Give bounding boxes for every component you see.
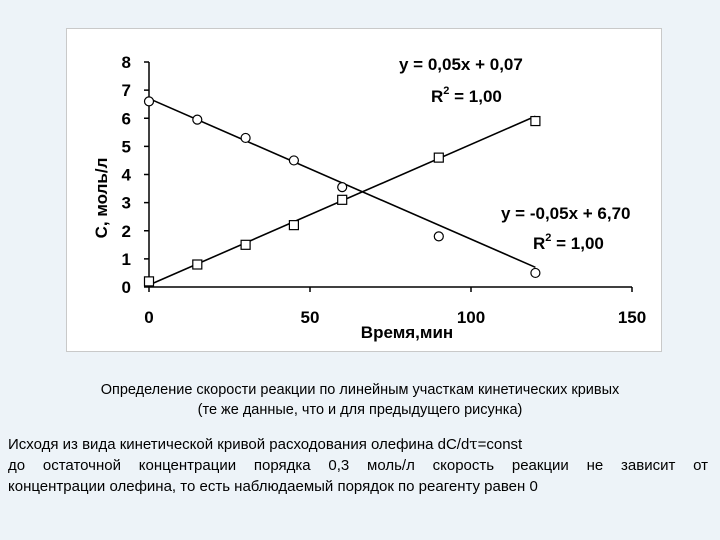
r2-falling-value: = 1,00 — [551, 234, 604, 253]
y-tick-label: 3 — [121, 193, 131, 213]
circle-point — [241, 133, 250, 142]
y-tick-label: 2 — [121, 221, 131, 241]
r2-falling-sup: 2 — [545, 232, 552, 244]
circle-point — [289, 156, 298, 165]
square-point — [193, 260, 202, 269]
square-point — [434, 153, 443, 162]
circle-point — [145, 97, 154, 106]
figure-caption — [0, 380, 720, 420]
y-tick-label: 8 — [121, 53, 131, 72]
body-paragraph — [8, 434, 708, 497]
y-tick-label: 5 — [121, 137, 131, 157]
x-tick-label: 50 — [300, 308, 320, 327]
tau-symbol: τ — [469, 435, 478, 453]
y-axis-title: С, моль/л — [92, 157, 111, 239]
x-tick-label: 100 — [456, 308, 486, 327]
body-line-2: до остаточной концентрации порядка 0,3 моль/л скорость реакции не зависит от — [8, 457, 708, 474]
body-line-1 — [8, 434, 708, 455]
kinetic-chart — [67, 29, 661, 351]
y-tick-label: 0 — [121, 278, 131, 297]
r2-rising-r: R — [431, 87, 444, 106]
circle-point — [434, 232, 443, 241]
r2-rising-value: = 1,00 — [449, 87, 502, 106]
square-point — [241, 240, 250, 249]
square-point — [289, 221, 298, 230]
circle-point — [531, 268, 540, 277]
equation-rising: y = 0,05x + 0,07 — [399, 55, 523, 74]
circle-point — [193, 115, 202, 124]
caption-line-1: Определение скорости реакции по линейным участкам кинетических кривых — [100, 382, 620, 398]
chart-panel — [66, 28, 662, 352]
r2-rising-sup: 2 — [443, 85, 450, 97]
square-point — [145, 277, 154, 286]
tick-labels — [122, 53, 647, 327]
square-point — [531, 117, 540, 126]
body-line-1-text: Исходя из вида кинетической кривой расходования олефина dC/d — [8, 436, 470, 453]
body-line-1-suffix: =const — [477, 436, 523, 453]
body-line-3: концентрации олефина, то есть наблюдаемый порядок по реагенту равен 0 — [8, 478, 538, 495]
r2-falling — [533, 232, 604, 253]
r2-falling-r: R — [533, 234, 546, 253]
axes — [144, 62, 632, 292]
r2-rising — [431, 85, 502, 106]
equation-falling: y = -0,05x + 6,70 — [501, 204, 631, 223]
y-tick-label: 7 — [121, 81, 131, 101]
data-points — [145, 97, 540, 286]
y-tick-label: 6 — [121, 109, 131, 129]
y-tick-label: 1 — [121, 249, 131, 269]
x-axis-title: Время,мин — [360, 323, 454, 342]
square-point — [338, 195, 347, 204]
x-tick-label: 0 — [144, 308, 154, 327]
x-tick-label: 150 — [617, 308, 647, 327]
circle-point — [338, 183, 347, 192]
y-tick-label: 4 — [121, 165, 131, 185]
caption-line-2: (те же данные, что и для предыдущего рисунка) — [197, 402, 523, 418]
